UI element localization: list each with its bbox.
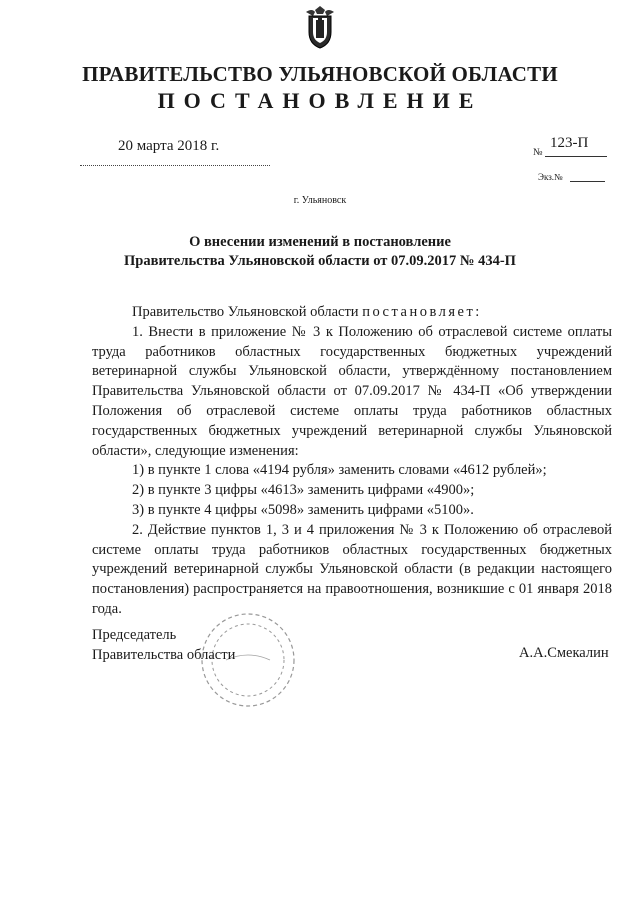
intro-start: Правительство Ульяновской области: [132, 304, 363, 320]
document-date: 20 марта 2018 г.: [118, 138, 220, 154]
sub-item-2: 2) в пункте 3 цифры «4613» заменить цифрами «4900»;: [132, 482, 475, 499]
signatory-position: [92, 625, 235, 665]
intro-paragraph: [92, 303, 612, 323]
document-type: ПОСТАНОВЛЕНИЕ: [157, 88, 483, 113]
item-2-paragraph: 2. Действие пунктов 1, 3 и 4 приложения № 3 к Положению об отраслевой системе оплаты труда работников областных государственных бюджетных учреждений ветеринарной службы Ульяновской области (в редакции настоящего постановления) распространяется на правоотношения, возникшие с 01 января 2018 года.: [92, 521, 612, 617]
date-underline: [80, 165, 270, 166]
intro-end: :: [475, 304, 480, 320]
item-1-paragraph: 1. Внести в приложение № 3 к Положению об отраслевой системе оплаты труда работников областных государственных бюджетных учреждений ветеринарной службы Ульяновской области, утверждённому постановлением Правительства Ульяновской области от 07.09.2017 № 434-П «Об утверждении Положения об отраслевой системе оплаты труда работников областных государственных бюджетных учреждений ветеринарной службы Ульяновской области», следующие изменения:: [92, 323, 612, 459]
organization-title: ПРАВИТЕЛЬСТВО УЛЬЯНОВСКОЙ ОБЛАСТИ: [82, 62, 558, 86]
position-line-2: Правительства области: [92, 647, 236, 663]
sub-item-1: 1) в пункте 1 слова «4194 рубля» заменить словами «4612 рублей»;: [132, 462, 547, 479]
position-line-1: Председатель: [92, 627, 177, 643]
number-sign: №: [533, 147, 543, 158]
document-body: [92, 303, 612, 620]
city: г. Ульяновск: [293, 195, 347, 206]
signatory-name: А.А.Смекалин: [519, 645, 609, 661]
number-underline: [545, 156, 607, 157]
sub-item-3: 3) в пункте 4 цифры «5098» заменить цифрами «5100».: [132, 501, 474, 518]
heading-line-1: О внесении изменений в постановление: [189, 234, 451, 250]
copy-number-underline: [570, 181, 605, 182]
heading-line-2: Правительства Ульяновской области от 07.09.2017 № 434-П: [124, 253, 516, 269]
document-heading: [0, 233, 640, 271]
coat-of-arms-icon: [303, 6, 337, 50]
copy-number-label: Экз.№: [538, 172, 563, 182]
document-number: 123-П: [550, 135, 589, 151]
intro-verb: постановляет: [362, 304, 476, 320]
